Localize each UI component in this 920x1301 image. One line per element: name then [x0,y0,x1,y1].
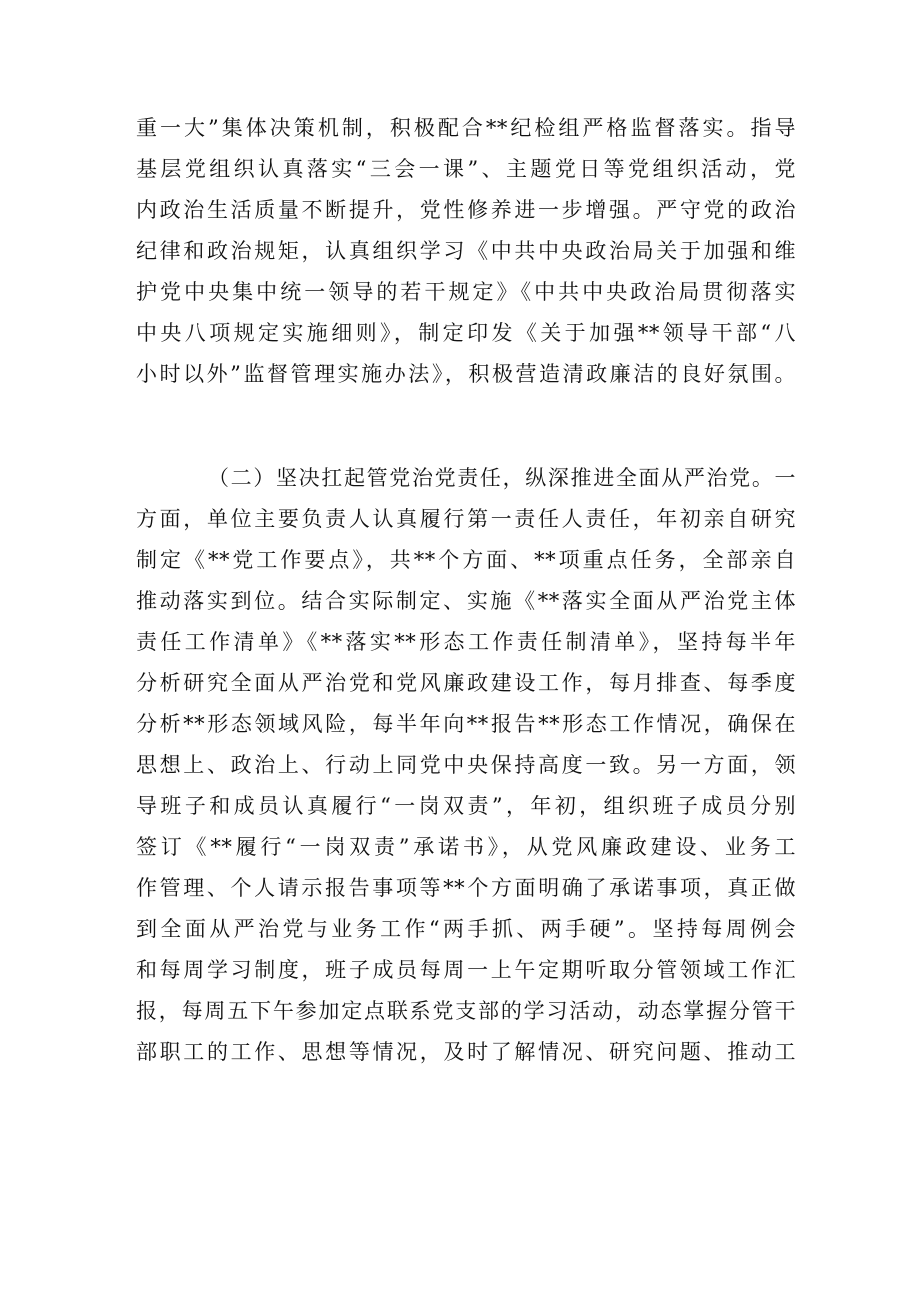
paragraph-heading-line: （二）坚决扛起管党治党责任，纵深推进全面从严治党。一 [208,466,796,490]
paragraph-line: 分析研究全面从严治党和党风廉政建设工作，每月排查、每季度 [136,671,796,695]
paragraph-line: 护党中央集中统一领导的若干规定》《中共中央政治局贯彻落实 [136,280,796,304]
paragraph-line: 中央八项规定实施细则》，制定印发《关于加强**领导干部“八 [136,321,796,345]
paragraph-line: 思想上、政治上、行动上同党中央保持高度一致。另一方面，领 [136,753,796,777]
paragraph-line: 和每周学习制度，班子成员每周一上午定期听取分管领域工作汇 [136,958,796,982]
paragraph-line: 分析**形态领域风险，每半年向**报告**形态工作情况，确保在 [136,712,796,736]
paragraph-line: 部职工的工作、思想等情况，及时了解情况、研究问题、推动工 [136,1040,796,1064]
paragraph-line: 基层党组织认真落实“三会一课”、主题党日等党组织活动，党 [136,157,796,181]
paragraph-line: 小时以外”监督管理实施办法》，积极营造清政廉洁的良好氛围。 [136,362,796,386]
paragraph-line: 推动落实到位。结合实际制定、实施《**落实全面从严治党主体 [136,589,796,613]
paragraph-line: 作管理、个人请示报告事项等**个方面明确了承诺事项，真正做 [136,876,796,900]
paragraph-line: 制定《**党工作要点》，共**个方面、**项重点任务，全部亲自 [136,548,796,572]
paragraph-line: 导班子和成员认真履行“一岗双责”，年初，组织班子成员分别 [136,794,796,818]
paragraph-line: 报，每周五下午参加定点联系党支部的学习活动，动态掌握分管干 [136,999,796,1023]
paragraph-line: 纪律和政治规矩，认真组织学习《中共中央政治局关于加强和维 [136,239,796,263]
paragraph-line: 签订《**履行“一岗双责”承诺书》，从党风廉政建设、业务工 [136,835,796,859]
paragraph-line: 到全面从严治党与业务工作“两手抓、两手硬”。坚持每周例会 [136,917,796,941]
paragraph-line: 重一大”集体决策机制，积极配合**纪检组严格监督落实。指导 [136,116,796,140]
paragraph-line: 方面，单位主要负责人认真履行第一责任人责任，年初亲自研究 [136,507,796,531]
paragraph-line: 内政治生活质量不断提升，党性修养进一步增强。严守党的政治 [136,198,796,222]
paragraph-line: 责任工作清单》《**落实**形态工作责任制清单》，坚持每半年 [136,630,796,654]
